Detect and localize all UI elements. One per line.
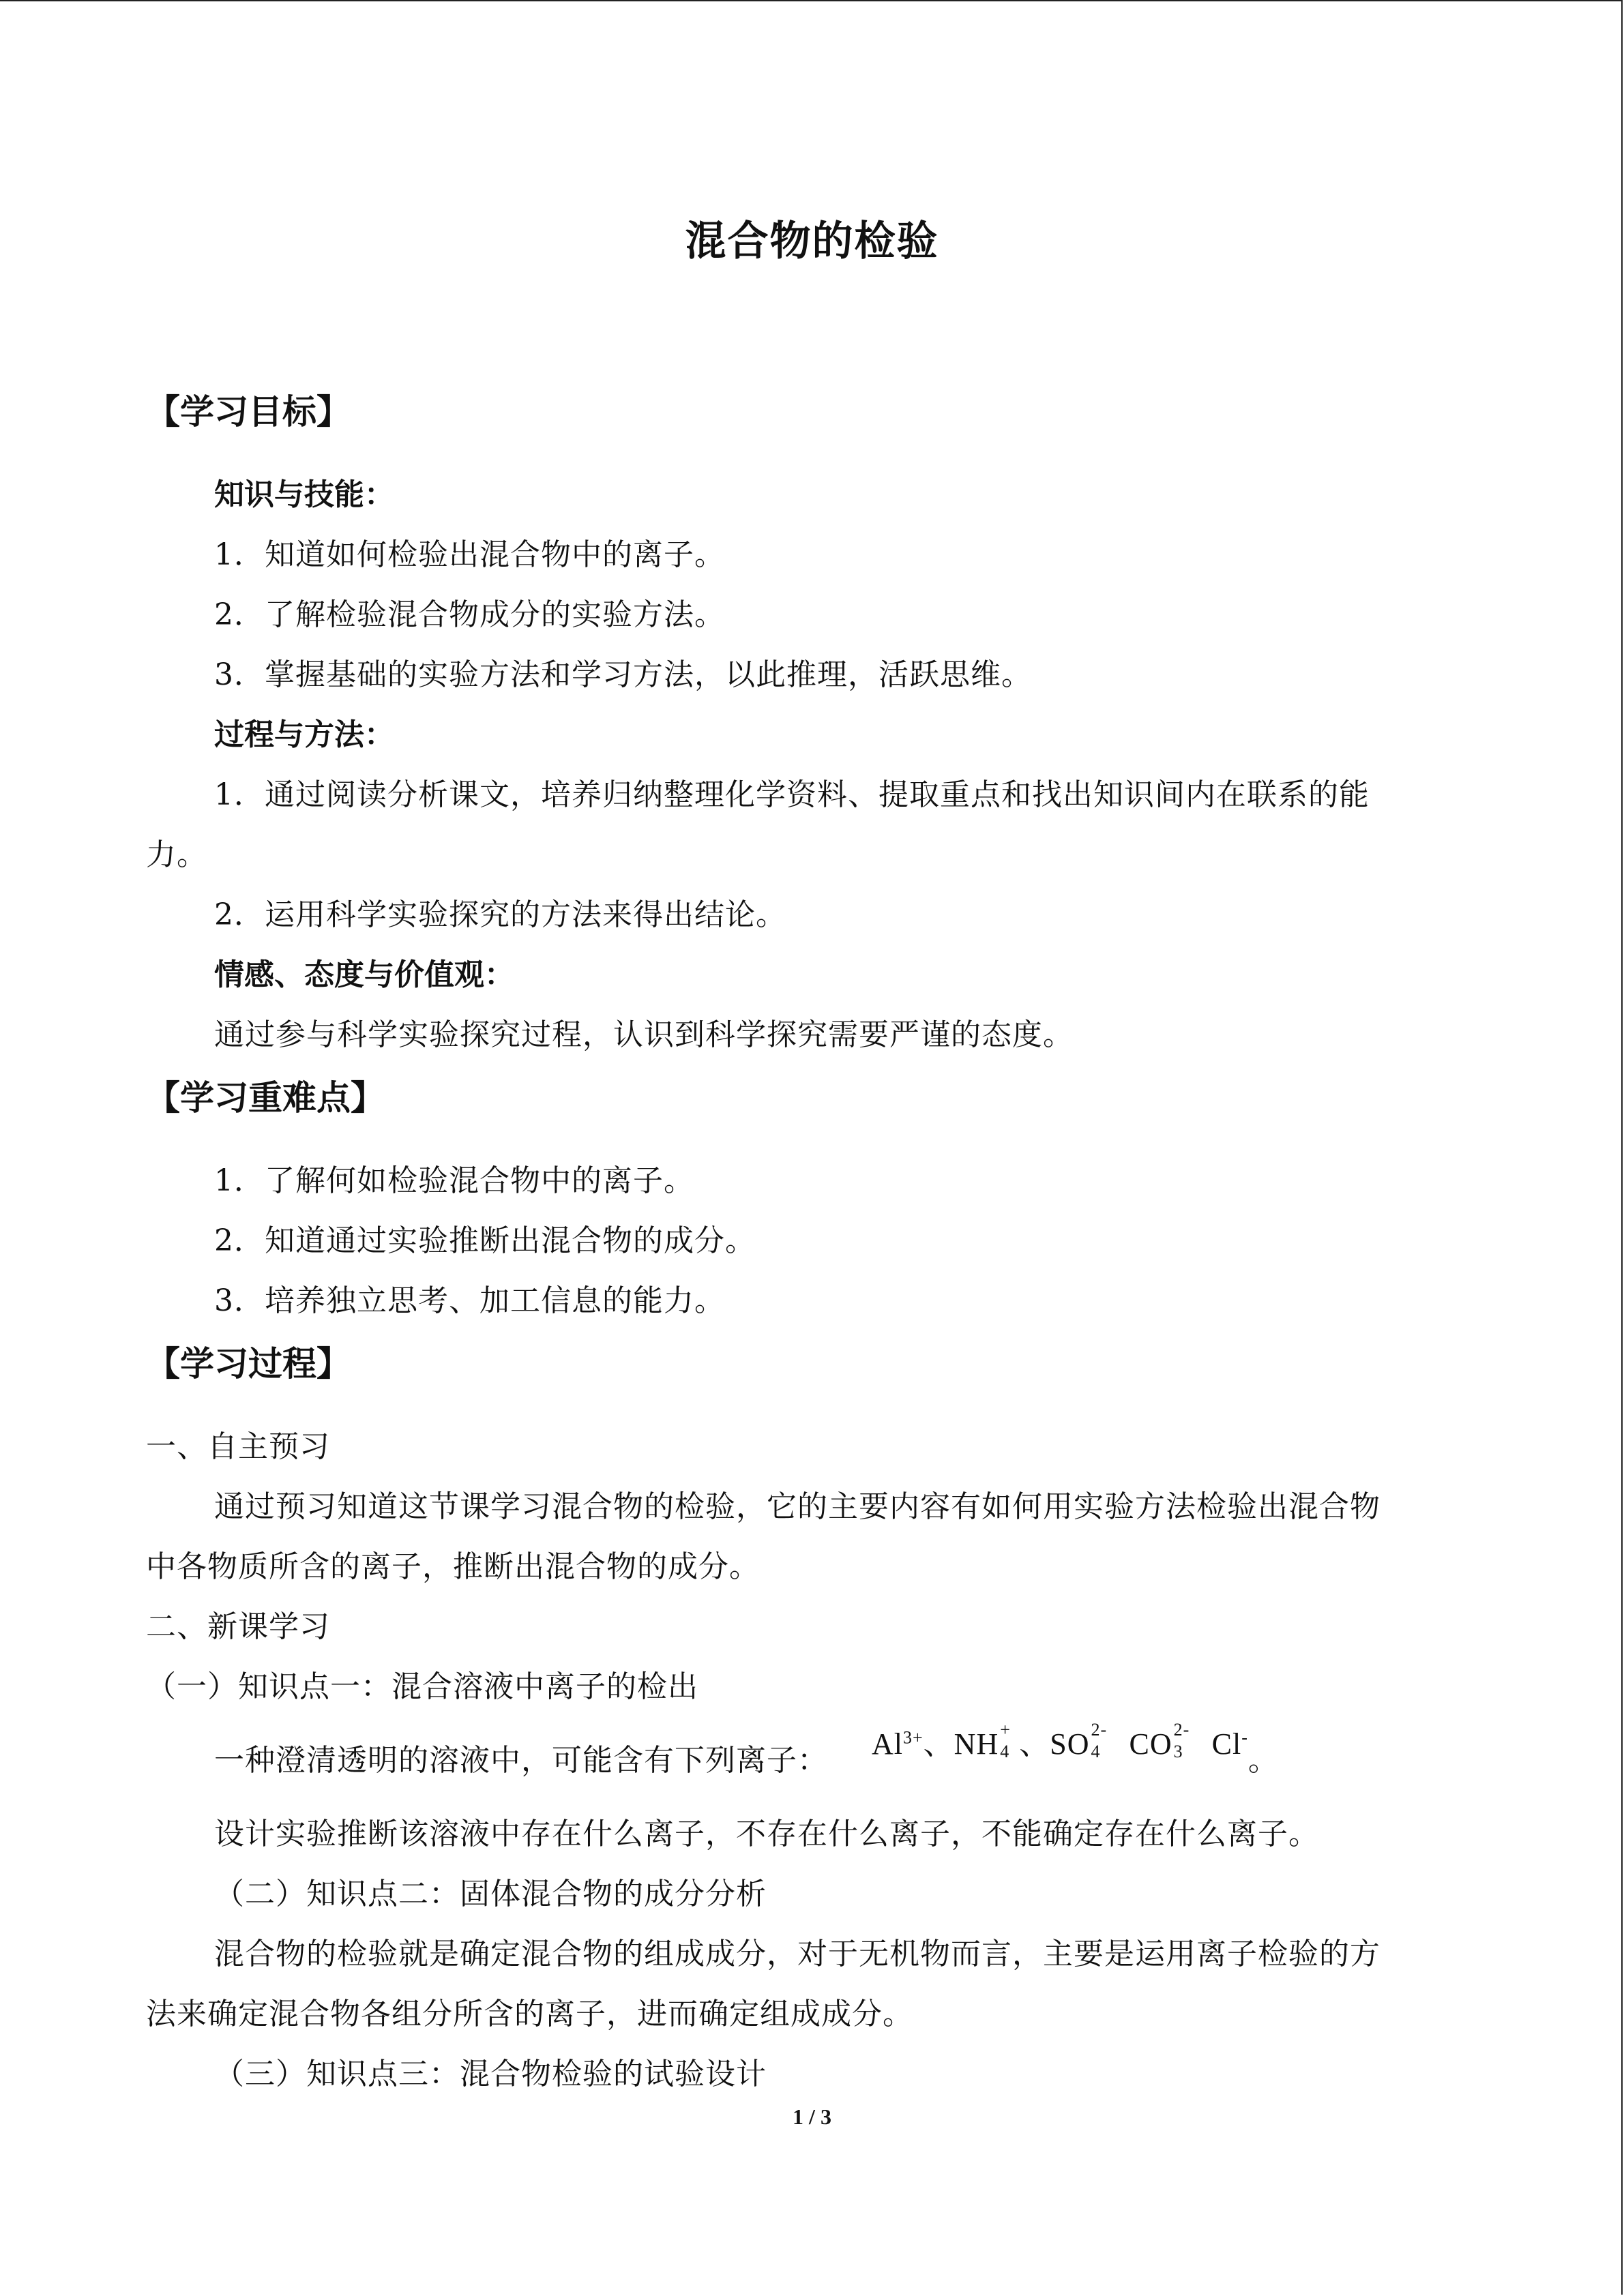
- kp2-line-2: 法来确定混合物各组分所含的离子，进而确定组成成分。: [146, 1997, 913, 2031]
- section-heading-goals: 【学习目标】: [146, 392, 351, 432]
- preview-heading: 一、自主预习: [146, 1429, 330, 1464]
- ion-so4: SO 2- 4: [1050, 1720, 1108, 1761]
- section-heading-key-points: 【学习重难点】: [146, 1078, 385, 1118]
- kp1-intro: 一种澄清透明的溶液中，可能含有下列离子：: [214, 1743, 828, 1778]
- ion-separator: 、: [1019, 1727, 1050, 1761]
- kp3-heading: （三）知识点三：混合物检验的试验设计: [214, 2057, 767, 2091]
- knowledge-item-1: 1．知道如何检验出混合物中的离子。: [214, 537, 725, 572]
- new-lesson-heading: 二、新课学习: [146, 1609, 330, 1644]
- kp1-heading: （一）知识点一：混合溶液中离子的检出: [146, 1669, 698, 1704]
- process-heading: 过程与方法：: [214, 717, 394, 752]
- document-title: 混合物的检验: [685, 218, 939, 265]
- key-point-3: 3．培养独立思考、加工信息的能力。: [214, 1283, 725, 1318]
- key-point-2: 2．知道通过实验推断出混合物的成分。: [214, 1223, 756, 1258]
- ion-list: [872, 1720, 1279, 1778]
- ion-co3: CO 2- 3: [1129, 1720, 1190, 1761]
- ion-cl: Cl-: [1211, 1727, 1248, 1761]
- process-item-1-line-2: 力。: [146, 837, 207, 872]
- ion-list-end: 。: [1247, 1743, 1279, 1778]
- knowledge-item-2: 2．了解检验混合物成分的实验方法。: [214, 597, 725, 632]
- ion-nh4: NH + 4: [954, 1720, 1011, 1761]
- preview-line-2: 中各物质所含的离子，推断出混合物的成分。: [146, 1549, 760, 1584]
- process-item-2: 2．运用科学实验探究的方法来得出结论。: [214, 897, 786, 932]
- attitude-item: 通过参与科学实验探究过程，认识到科学探究需要严谨的态度。: [214, 1017, 1074, 1052]
- kp1-task: 设计实验推断该溶液中存在什么离子，不存在什么离子，不能确定存在什么离子。: [214, 1817, 1319, 1851]
- key-point-1: 1．了解何如检验混合物中的离子。: [214, 1163, 694, 1198]
- ion-separator: 、: [923, 1727, 954, 1761]
- section-heading-process: 【学习过程】: [146, 1344, 351, 1384]
- kp2-heading: （二）知识点二：固体混合物的成分分析: [214, 1877, 767, 1911]
- page-number: 1 / 3: [793, 2104, 831, 2129]
- kp2-line-1: 混合物的检验就是确定混合物的组成成分，对于无机物而言，主要是运用离子检验的方: [214, 1937, 1381, 1971]
- preview-line-1: 通过预习知道这节课学习混合物的检验，它的主要内容有如何用实验方法检验出混合物: [214, 1489, 1381, 1524]
- attitude-heading: 情感、态度与价值观：: [214, 957, 514, 992]
- knowledge-heading: 知识与技能：: [214, 477, 394, 512]
- process-item-1-line-1: 1．通过阅读分析课文，培养归纳整理化学资料、提取重点和找出知识间内在联系的能: [214, 777, 1370, 812]
- knowledge-item-3: 3．掌握基础的实验方法和学习方法，以此推理，活跃思维。: [214, 657, 1032, 692]
- ion-al: $Al^{3+}$: [872, 1727, 924, 1761]
